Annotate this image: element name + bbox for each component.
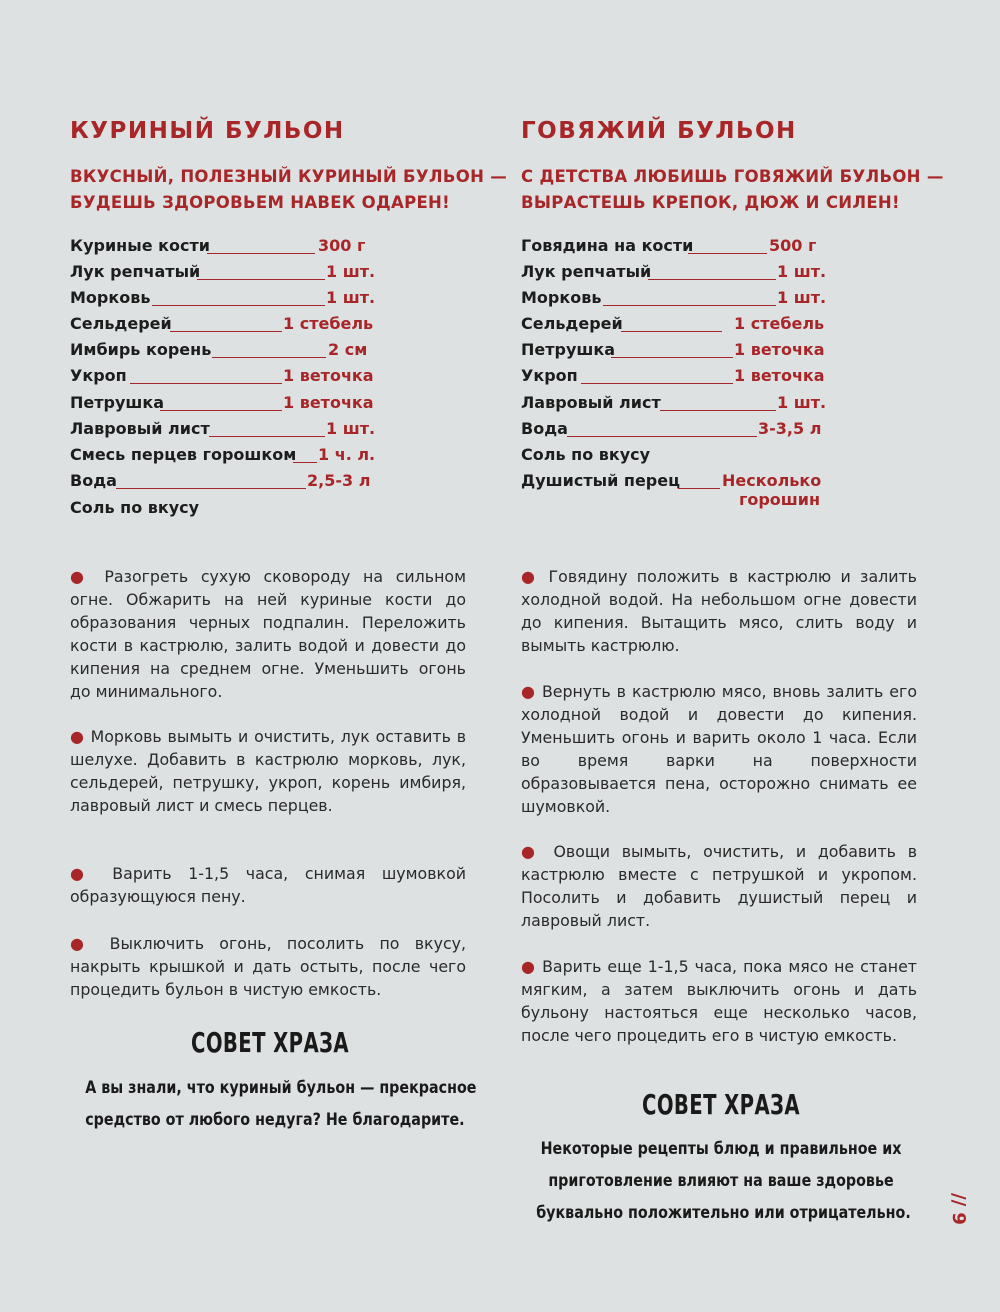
- recipe-title: ГОВЯЖИЙ БУЛЬОН: [521, 118, 797, 144]
- ingredient-item: Смесь перцев горошком 1 ч. л.: [70, 445, 376, 464]
- ingredient-item: Морковь 1 шт.: [70, 288, 376, 307]
- leader-line: [648, 279, 776, 280]
- recipe-step: ● Овощи вымыть, очистить, и добавить в кастрюлю вместе с петрушкой и укропом. Посолить и добавить душистый перец и лавровый лист.: [521, 842, 917, 930]
- leader-line: [688, 253, 767, 254]
- recipe-step: ● Вернуть в кастрюлю мясо, вновь залить его холодной водой и довести до кипения. Уменьшить огонь и варить около 1 часа. Если во время варки на поверхности образовывается пена, осторожно снимать ее шумовкой.: [521, 682, 917, 816]
- leader-line: [152, 305, 325, 306]
- leader-line: [581, 383, 733, 384]
- ingredient-item: Соль по вкусу: [521, 445, 651, 464]
- ingredient-item: Лук репчатый 1 шт.: [521, 262, 827, 281]
- leader-line: [678, 488, 720, 489]
- ingredient-item: Вода 2,5-3 л: [70, 471, 371, 490]
- leader-line: [116, 488, 306, 489]
- recipe-step: ● Морковь вымыть и очистить, лук оставить в шелухе. Добавить в кастрюлю морковь, лук, сельдерей, петрушку, укроп, корень имбиря, лавровый лист и смесь перцев.: [70, 727, 467, 815]
- recipe-subtitle: С ДЕТСТВА ЛЮБИШЬ ГОВЯЖИЙ БУЛЬОН — ВЫРАСТЕШЬ КРЕПОК, ДЮЖ И СИЛЕН!: [521, 167, 944, 212]
- recipe-step: ● Разогреть сухую сковороду на сильном огне. Обжарить на ней куриные кости до образования черных подпалин. Переложить кости в кастрюлю, залить водой и довести до кипения на среднем огне. Уменьшить огонь до минимального.: [70, 567, 466, 701]
- ingredient-item: Морковь 1 шт.: [521, 288, 827, 307]
- leader-line: [293, 462, 317, 463]
- page-number: // 9: [948, 1193, 969, 1225]
- tip-title: СОВЕТ ХРАЗА: [642, 1088, 800, 1121]
- ingredient-item: Душистый перец Несколько горошин: [521, 471, 822, 509]
- leader-line: [130, 383, 282, 384]
- leader-line: [621, 331, 722, 332]
- recipe-subtitle: ВКУСНЫЙ, ПОЛЕЗНЫЙ КУРИНЫЙ БУЛЬОН — БУДЕШЬ ЗДОРОВЬЕМ НАВЕК ОДАРЕН!: [70, 167, 508, 212]
- leader-line: [160, 410, 282, 411]
- tip-text: А вы знали, что куриный бульон — прекрасное средство от любого недуга? Не благодарите.: [85, 1078, 477, 1130]
- bullet-icon: ●: [521, 957, 543, 976]
- leader-line: [611, 357, 733, 358]
- bullet-icon: ●: [521, 842, 554, 861]
- ingredient-item: Укроп 1 веточка: [521, 366, 825, 385]
- tip-title: СОВЕТ ХРАЗА: [191, 1026, 349, 1059]
- ingredient-item: Сельдерей 1 стебель: [70, 314, 374, 333]
- leader-line: [209, 436, 325, 437]
- ingredient-item: Вода 3-3,5 л: [521, 419, 822, 438]
- ingredient-item: Имбирь корень 2 см: [70, 340, 368, 359]
- recipe-step: ● Варить 1-1,5 часа, снимая шумовкой образующуюся пену.: [70, 864, 467, 906]
- bullet-icon: ●: [70, 727, 91, 746]
- leader-line: [603, 305, 776, 306]
- ingredient-item: Укроп 1 веточка: [70, 366, 374, 385]
- leader-line: [660, 410, 776, 411]
- ingredient-item: Петрушка 1 веточка: [70, 393, 374, 412]
- recipe-step: ● Говядину положить в кастрюлю и залить холодной водой. На небольшом огне довести до кипения. Вытащить мясо, слить воду и вымыть кастрюлю.: [521, 567, 917, 655]
- leader-line: [197, 279, 325, 280]
- ingredient-item: Лавровый лист 1 шт.: [521, 393, 827, 412]
- ingredient-item: Лук репчатый 1 шт.: [70, 262, 376, 281]
- bullet-icon: ●: [521, 682, 542, 701]
- bullet-icon: ●: [70, 864, 113, 883]
- ingredient-item: Петрушка 1 веточка: [521, 340, 825, 359]
- recipe-step: ● Выключить огонь, посолить по вкусу, накрыть крышкой и дать остыть, после чего процедить бульон в чистую емкость.: [70, 934, 467, 999]
- ingredient-item: Говядина на кости 500 г: [521, 236, 817, 255]
- leader-line: [567, 436, 757, 437]
- ingredient-item: Соль по вкусу: [70, 498, 200, 517]
- recipe-step: ● Варить еще 1-1,5 часа, пока мясо не станет мягким, а затем выключить огонь и дать бульону настояться еще несколько часов, после чего процедить его в чистую емкость.: [521, 957, 917, 1045]
- ingredient-item: Сельдерей 1 стебель: [521, 314, 825, 333]
- leader-line: [212, 357, 326, 358]
- bullet-icon: ●: [70, 567, 105, 586]
- leader-line: [170, 331, 282, 332]
- ingredient-item: Лавровый лист 1 шт.: [70, 419, 376, 438]
- bullet-icon: ●: [521, 567, 549, 586]
- leader-line: [207, 253, 315, 254]
- tip-text: Некоторые рецепты блюд и правильное их приготовление влияют на ваше здоровье буквально положительно или отрицательно.: [536, 1139, 911, 1223]
- recipe-title: КУРИНЫЙ БУЛЬОН: [70, 118, 345, 144]
- ingredient-item: Куриные кости 300 г: [70, 236, 366, 255]
- bullet-icon: ●: [70, 934, 110, 953]
